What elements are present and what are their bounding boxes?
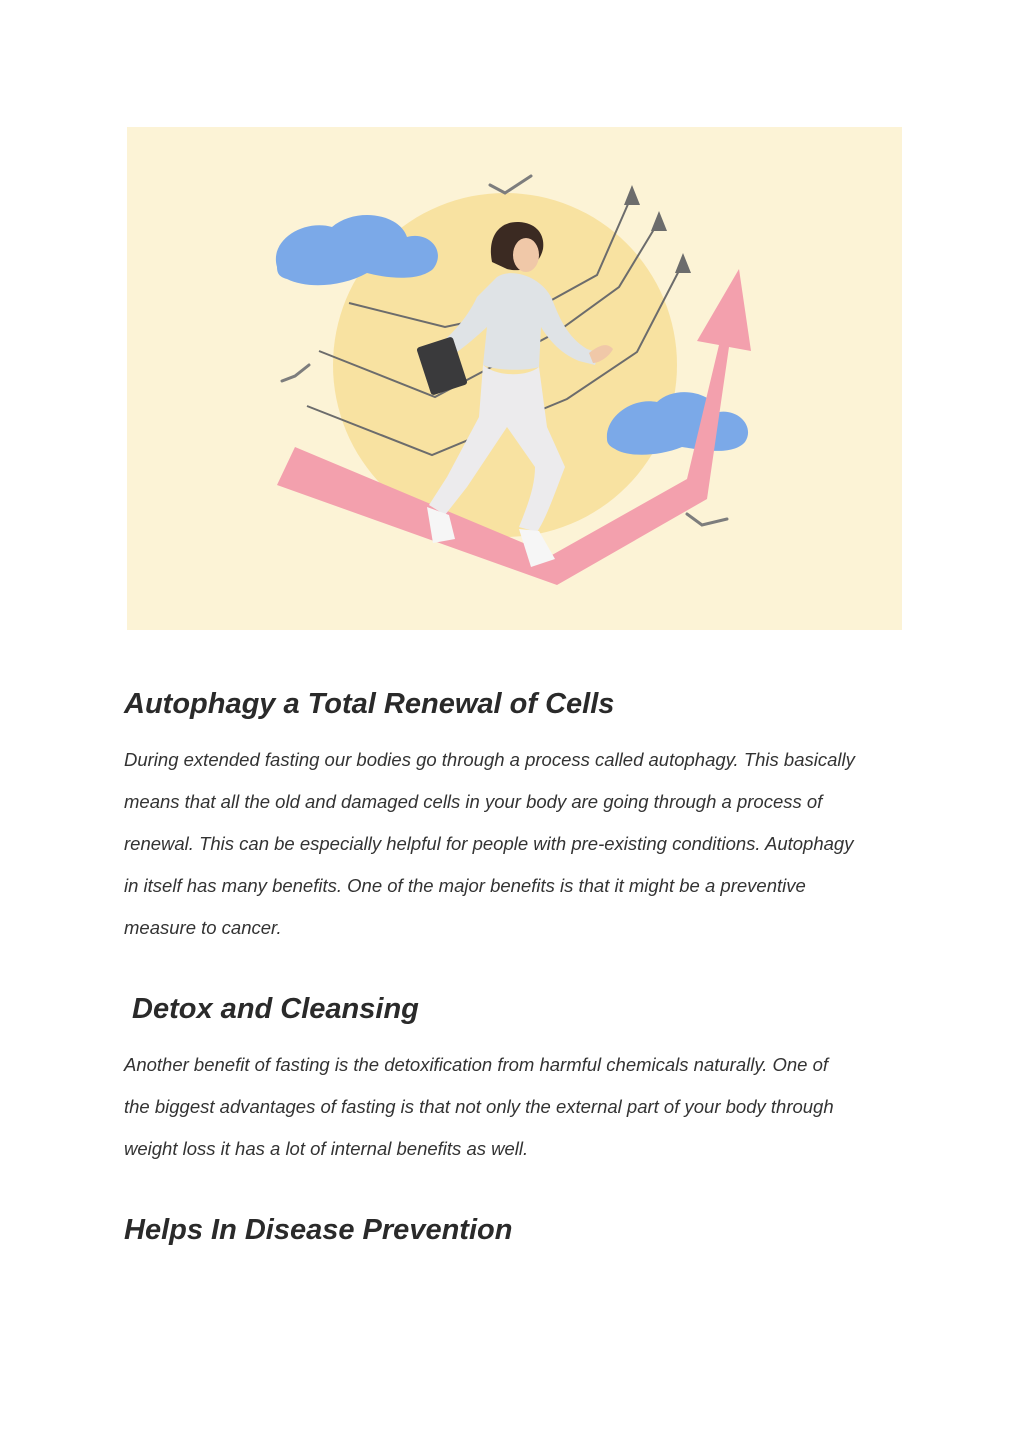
paragraph-line: During extended fasting our bodies go through a process called autophagy. This basically xyxy=(124,749,855,770)
paragraph-detox xyxy=(124,1044,914,1170)
paragraph-autophagy xyxy=(124,739,914,949)
heading-detox: Detox and Cleansing xyxy=(124,993,419,1025)
growth-illustration xyxy=(127,127,902,630)
hero-illustration xyxy=(127,127,902,630)
paragraph-line: renewal. This can be especially helpful for people with pre-existing conditions. Autophagy xyxy=(124,833,854,854)
paragraph-line: in itself has many benefits. One of the major benefits is that it might be a preventive xyxy=(124,875,806,896)
heading-autophagy: Autophagy a Total Renewal of Cells xyxy=(124,688,615,720)
paragraph-line: the biggest advantages of fasting is that not only the external part of your body through xyxy=(124,1096,834,1117)
paragraph-line: measure to cancer. xyxy=(124,917,282,938)
paragraph-line: means that all the old and damaged cells in your body are going through a process of xyxy=(124,791,823,812)
paragraph-line: weight loss it has a lot of internal benefits as well. xyxy=(124,1138,529,1159)
heading-disease-prevention: Helps In Disease Prevention xyxy=(124,1214,513,1246)
paragraph-line: Another benefit of fasting is the detoxification from harmful chemicals naturally. One of xyxy=(124,1054,829,1075)
